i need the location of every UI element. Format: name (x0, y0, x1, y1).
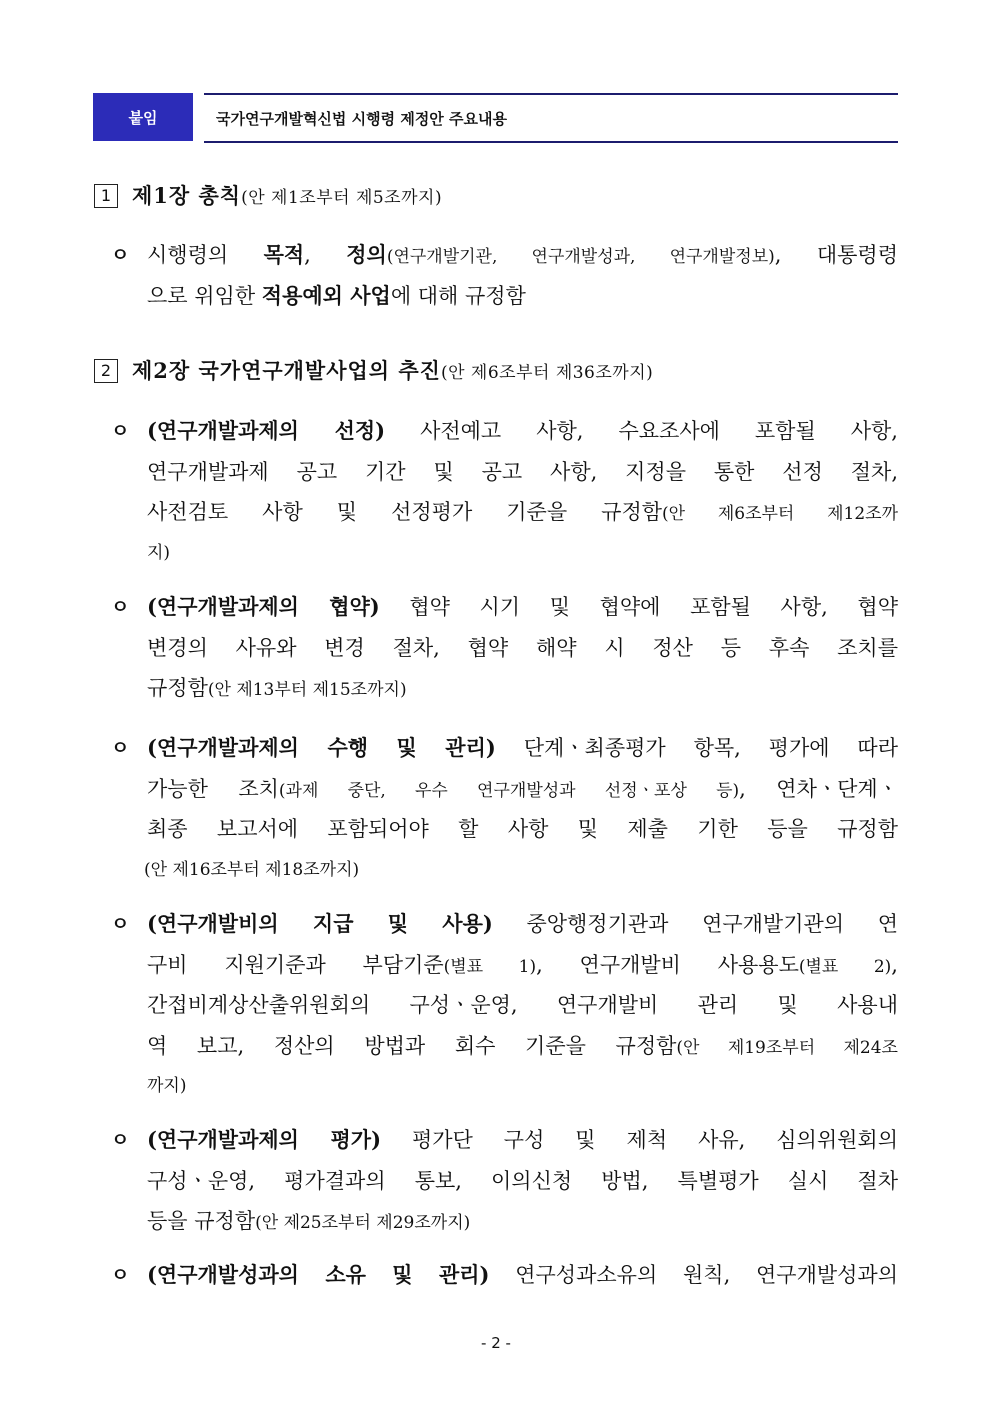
text: 으로 위임한 (147, 283, 262, 308)
note-text: (별표 1) (443, 956, 537, 977)
header-title: 국가연구개발혁신법 시행령 제정안 주요내용 (204, 93, 898, 143)
text: , (304, 243, 347, 267)
text: 규정함 (147, 676, 208, 700)
text: 협약 시기 및 협약에 포함될 사항, 협약 (379, 595, 898, 619)
section-number-box: 2 (94, 359, 118, 383)
text: , (891, 952, 898, 977)
section-title: 제2장 국가연구개발사업의 추진 (132, 358, 441, 383)
bullet-item (111, 235, 898, 316)
bullet-mark: ㅇ (111, 913, 130, 935)
bullet-item (111, 904, 898, 1107)
bullet-mark: ㅇ (111, 596, 130, 618)
text: 시행령의 (147, 243, 264, 267)
note-text: (안 제16조부터 제18조까지) (144, 859, 360, 880)
bullet-mark: ㅇ (111, 737, 130, 759)
bullet-item (111, 1255, 898, 1296)
page-number: - 2 - (481, 1334, 511, 1352)
note-text: (과제 중단, 우수 연구개발성과 선정ㆍ포상 등) (278, 780, 740, 801)
text: 가능한 조치 (147, 776, 279, 801)
bullet-heading: (연구개발과제의 협약) (147, 594, 380, 619)
bullet-item (111, 411, 898, 573)
text: 중앙행정기관과 연구개발기관의 연 (492, 912, 898, 936)
text: 사전검토 사항 및 선정평가 기준을 규정함 (147, 500, 663, 524)
note-text: (안 제6조부터 제12조까 (662, 504, 898, 524)
bullet-heading: (연구개발과제의 선정) (147, 418, 386, 443)
note-text: 까지) (147, 1076, 187, 1096)
bullet-heading: (연구개발과제의 수행 및 관리) (147, 735, 496, 760)
header-bar (93, 93, 898, 141)
section-2-heading (94, 355, 653, 385)
bullet-heading: (연구개발과제의 평가) (147, 1127, 382, 1152)
text: 단계ㆍ최종평가 항목, 평가에 따라 (495, 736, 898, 760)
note-text: (별표 2) (798, 956, 892, 977)
section-note: (안 제1조부터 제5조까지) (241, 188, 443, 208)
text-line: 구성ㆍ운영, 평가결과의 통보, 이의신청 방법, 특별평가 실시 절차 (147, 1168, 898, 1193)
text-line: 변경의 사유와 변경 절차, 협약 해약 시 정산 등 후속 조치를 (147, 635, 898, 660)
text-line: 최종 보고서에 포함되어야 할 사항 및 제출 기한 등을 규정함 (147, 817, 898, 841)
section-number-box: 1 (94, 184, 118, 208)
note-text: (연구개발기관, 연구개발성과, 연구개발정보) (386, 247, 775, 267)
text: , 대통령령 (774, 243, 898, 267)
text: , 연차ㆍ단계ㆍ (739, 776, 898, 801)
bullet-item (111, 728, 898, 890)
note-text: (안 제25조부터 제29조까지) (255, 1213, 471, 1233)
text-line: 간접비계상산출위원회의 구성ㆍ운영, 연구개발비 관리 및 사용내 (147, 993, 898, 1017)
section-note: (안 제6조부터 제36조까지) (440, 363, 654, 383)
bullet-mark: ㅇ (111, 420, 130, 442)
attachment-badge: 붙임 (93, 93, 193, 141)
text-line: 연구개발과제 공고 기간 및 공고 사항, 지정을 통한 선정 절차, (147, 459, 898, 484)
section-1-heading (94, 180, 442, 210)
note-text: (안 제19조부터 제24조 (676, 1037, 898, 1058)
bold-text: 정의 (346, 242, 387, 267)
bullet-item (111, 1120, 898, 1242)
text: 에 대해 규정함 (390, 283, 526, 308)
text: 평가단 구성 및 제척 사유, 심의위원회의 (381, 1128, 898, 1152)
note-text: 지) (147, 542, 171, 563)
text: 구비 지원기준과 부담기준 (147, 952, 444, 977)
note-text: (안 제13부터 제15조까지) (207, 680, 407, 700)
bold-text: 목적 (263, 242, 305, 267)
bold-text: 적용예외 사업 (261, 282, 391, 308)
bullet-mark: ㅇ (111, 1129, 130, 1151)
bullet-item (111, 587, 898, 709)
text: 사전예고 사항, 수요조사에 포함될 사항, (385, 419, 898, 443)
text: 연구성과소유의 원칙, 연구개발성과의 (489, 1263, 898, 1287)
text: 역 보고, 정산의 방법과 회수 기준을 규정함 (147, 1033, 677, 1058)
section-title: 제1장 총칙 (132, 183, 242, 208)
bullet-mark: ㅇ (111, 244, 130, 266)
bullet-mark: ㅇ (111, 1264, 130, 1286)
bullet-heading: (연구개발성과의 소유 및 관리) (147, 1262, 490, 1287)
text: 등을 규정함 (147, 1209, 256, 1233)
text: , 연구개발비 사용용도 (536, 952, 799, 977)
bullet-heading: (연구개발비의 지급 및 사용) (147, 911, 493, 936)
